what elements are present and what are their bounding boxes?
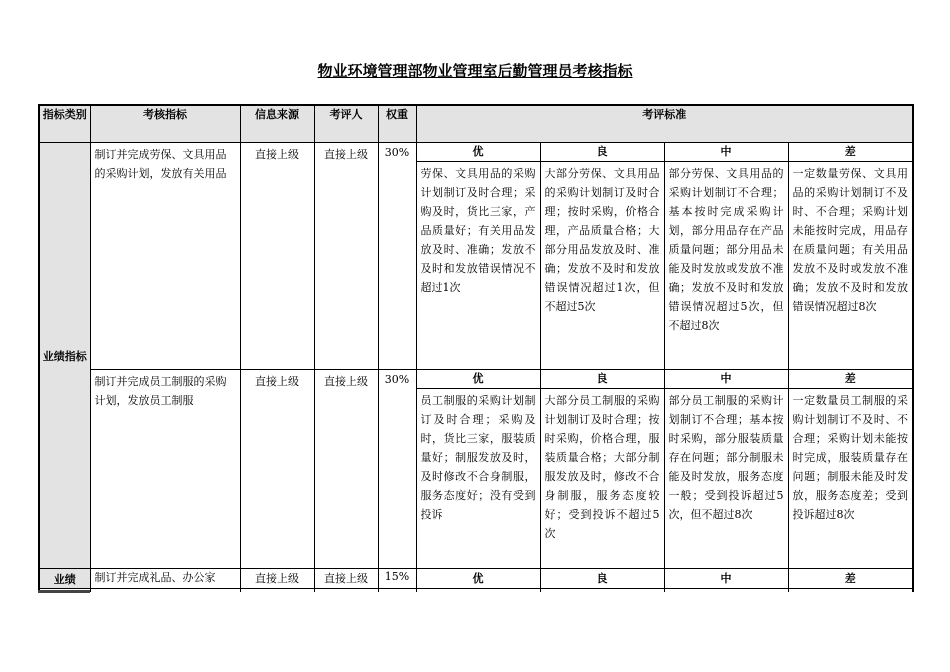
standard-excellent: 员工制服的采购计划制订及时合理；采购及时，货比三家，服装质量好；制服发放及时，及时修改不合身制服，服务态度好；没有受到投诉 [416, 389, 540, 569]
table-row [39, 569, 913, 589]
page-bottom-mask [0, 592, 950, 672]
level-good: 良 [540, 370, 664, 389]
standard-poor: 一定数量劳保、文具用品的采购计划制订不及时、不合理；采购计划未能按时完成，用品存在质量问题；有关用品发放不及时或发放不准确；发放不及时和发放错误情况超过8次 [788, 162, 913, 370]
standard-poor: 一定数量员工制服的采购计划制订不及时、不合理；采购计划未能按时完成，服装质量存在问题；制服未能及时发放，服务态度差；受到投诉超过8次 [788, 389, 913, 569]
kpi-table [38, 104, 914, 630]
standard-good: 大部分劳保、文具用品的采购计划制订及时合理；按时采购，价格合理，产品质量合格；大部分用品发放及时、准确；发放不及时和发放错误情况超过1次，但不超过5次 [540, 162, 664, 370]
level-good: 良 [540, 569, 664, 589]
header-category: 指标类别 [39, 105, 90, 143]
level-fair: 中 [664, 569, 788, 589]
category-cell-partial: 业绩 [39, 569, 90, 589]
header-row [39, 105, 913, 143]
level-poor: 差 [788, 370, 913, 389]
indicator-cell: 制订并完成员工制服的采购计划，发放员工制服 [90, 370, 240, 569]
weight-cell: 30% [378, 370, 416, 569]
header-standard: 考评标准 [416, 105, 913, 143]
category-cell: 业绩指标 [39, 143, 90, 569]
indicator-cell: 制订并完成礼品、办公家 [90, 569, 240, 589]
evaluator-cell: 直接上级 [314, 370, 378, 569]
level-excellent: 优 [416, 370, 540, 389]
level-poor: 差 [788, 143, 913, 162]
level-excellent: 优 [416, 143, 540, 162]
header-indicator: 考核指标 [90, 105, 240, 143]
level-fair: 中 [664, 143, 788, 162]
level-fair: 中 [664, 370, 788, 389]
header-source: 信息来源 [240, 105, 314, 143]
evaluator-cell: 直接上级 [314, 569, 378, 589]
level-poor: 差 [788, 569, 913, 589]
standard-good: 大部分员工制服的采购计划制订及时合理；按时采购，价格合理，服装质量合格；大部分制服发放及时，修改不合身制服，服务态度较好；受到投诉不超过5次 [540, 389, 664, 569]
level-good: 良 [540, 143, 664, 162]
document-title: 物业环境管理部物业管理室后勤管理员考核指标 [317, 62, 633, 80]
table-row [39, 143, 913, 162]
header-evaluator: 考评人 [314, 105, 378, 143]
page-edge-mark [38, 590, 90, 593]
level-excellent: 优 [416, 569, 540, 589]
source-cell: 直接上级 [240, 370, 314, 569]
source-cell: 直接上级 [240, 569, 314, 589]
indicator-cell: 制订并完成劳保、文具用品的采购计划，发放有关用品 [90, 143, 240, 370]
standard-excellent: 劳保、文具用品的采购计划制订及时合理；采购及时，货比三家，产品质量好；有关用品发放及时、准确；发放不及时和发放错误情况不超过1次 [416, 162, 540, 370]
standard-fair: 部分员工制服的采购计划制订不合理；基本按时采购，部分服装质量存在问题；部分制服未能及时发放，服务态度一般；受到投诉超过5次，但不超过8次 [664, 389, 788, 569]
header-weight: 权重 [378, 105, 416, 143]
standard-fair: 部分劳保、文具用品的采购计划制订不合理；基本按时完成采购计划，部分用品存在产品质量问题；部分用品未能及时发放或发放不准确；发放不及时和发放错误情况超过5次，但不超过8次 [664, 162, 788, 370]
source-cell: 直接上级 [240, 143, 314, 370]
weight-cell: 15% [378, 569, 416, 589]
table-row [39, 370, 913, 389]
evaluator-cell: 直接上级 [314, 143, 378, 370]
weight-cell: 30% [378, 143, 416, 370]
